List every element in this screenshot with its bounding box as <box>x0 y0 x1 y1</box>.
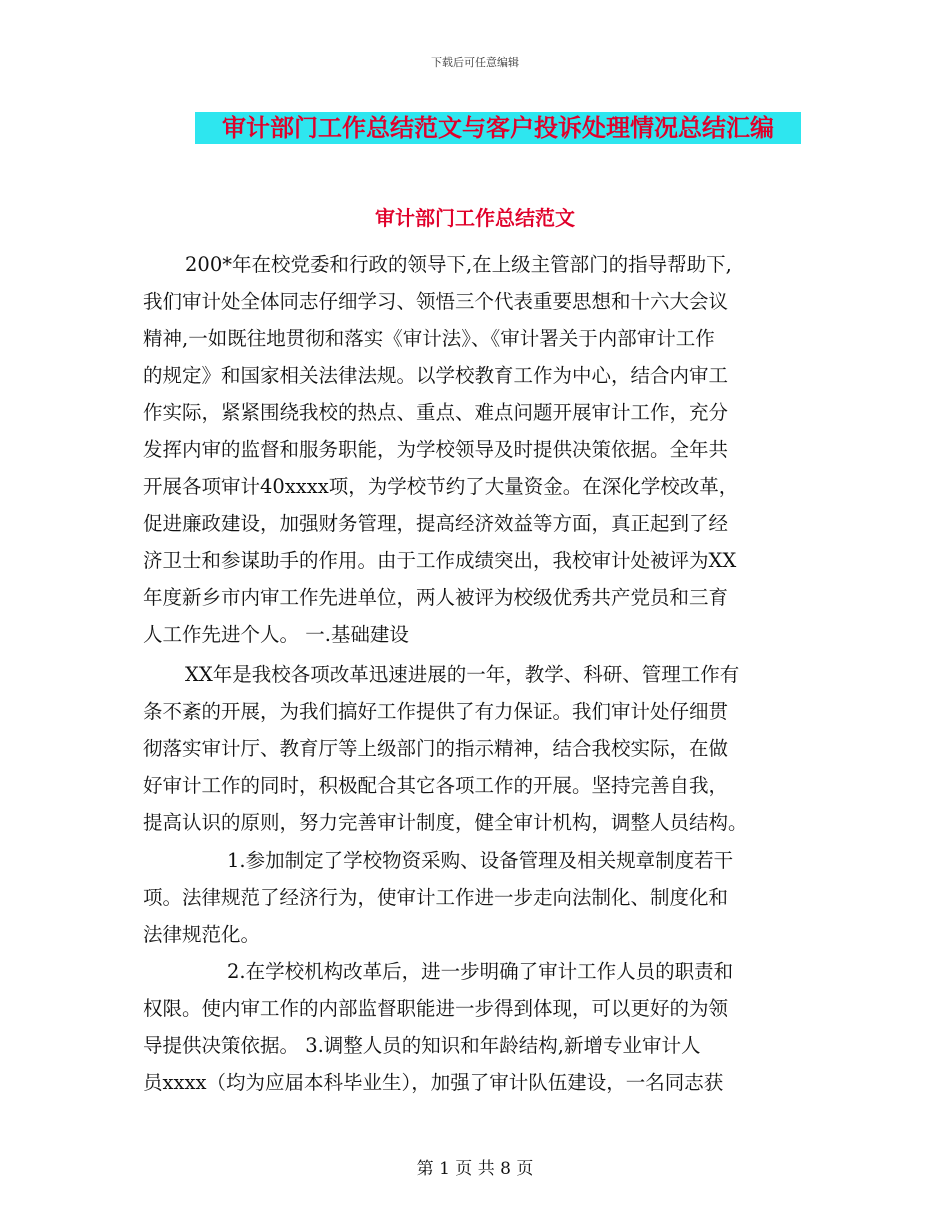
text-line: 导提供决策依据。 3.调整人员的知识和年龄结构,新增专业审计人 <box>143 1034 701 1057</box>
text-line: 作实际，紧紧围绕我校的热点、重点、难点问题开展审计工作，充分 <box>143 401 729 424</box>
page-footer: 第 1 页 共 8 页 <box>416 1159 534 1179</box>
text-line: 发挥内审的监督和服务职能，为学校领导及时提供决策依据。全年共 <box>143 438 729 461</box>
text-line: XX年是我校各项改革迅速进展的一年，教学、科研、管理工作有 <box>185 663 740 686</box>
text-line: 法律规范化。 <box>143 923 261 946</box>
text-line: 提高认识的原则，努力完善审计制度，健全审计机构，调整人员结构。 <box>143 811 748 834</box>
text-line: 开展各项审计40xxxx项，为学校节约了大量资金。在深化学校改革， <box>143 475 739 498</box>
header-note: 下载后可任意编辑 <box>431 56 519 69</box>
text-line: 好审计工作的同时，积极配合其它各项工作的开展。坚持完善自我， <box>143 774 729 797</box>
text-line: 员xxxx（均为应届本科毕业生），加强了审计队伍建设，一名同志获 <box>143 1071 724 1094</box>
document-title: 审计部门工作总结范文与客户投诉处理情况总结汇编 <box>195 112 801 144</box>
text-line: 2.在学校机构改革后，进一步明确了审计工作人员的职责和 <box>227 960 734 983</box>
text-line: 1.参加制定了学校物资采购、设备管理及相关规章制度若干 <box>227 849 734 872</box>
text-line: 我们审计处全体同志仔细学习、领悟三个代表重要思想和十六大会议 <box>143 290 729 313</box>
text-line: 年度新乡市内审工作先进单位，两人被评为校级优秀共产党员和三育 <box>143 586 729 609</box>
text-line: 条不紊的开展，为我们搞好工作提供了有力保证。我们审计处仔细贯 <box>143 700 729 723</box>
text-line: 彻落实审计厅、教育厅等上级部门的指示精神，结合我校实际，在做 <box>143 737 729 760</box>
text-line: 权限。使内审工作的内部监督职能进一步得到体现，可以更好的为领 <box>143 997 729 1020</box>
text-line: 的规定》和国家相关法律法规。以学校教育工作为中心，结合内审工 <box>143 364 729 387</box>
text-line: 项。法律规范了经济行为，使审计工作进一步走向法制化、制度化和 <box>143 886 729 909</box>
section-title: 审计部门工作总结范文 <box>375 206 575 230</box>
text-line: 人工作先进个人。 一.基础建设 <box>143 623 409 646</box>
text-line: 精神,一如既往地贯彻和落实《审计法》、《审计署关于内部审计工作 <box>143 327 715 350</box>
text-line: 济卫士和参谋助手的作用。由于工作成绩突出，我校审计处被评为XX <box>143 549 737 572</box>
text-line: 200*年在校党委和行政的领导下,在上级主管部门的指导帮助下, <box>185 253 732 276</box>
text-line: 促进廉政建设，加强财务管理，提高经济效益等方面，真正起到了经 <box>143 512 729 535</box>
